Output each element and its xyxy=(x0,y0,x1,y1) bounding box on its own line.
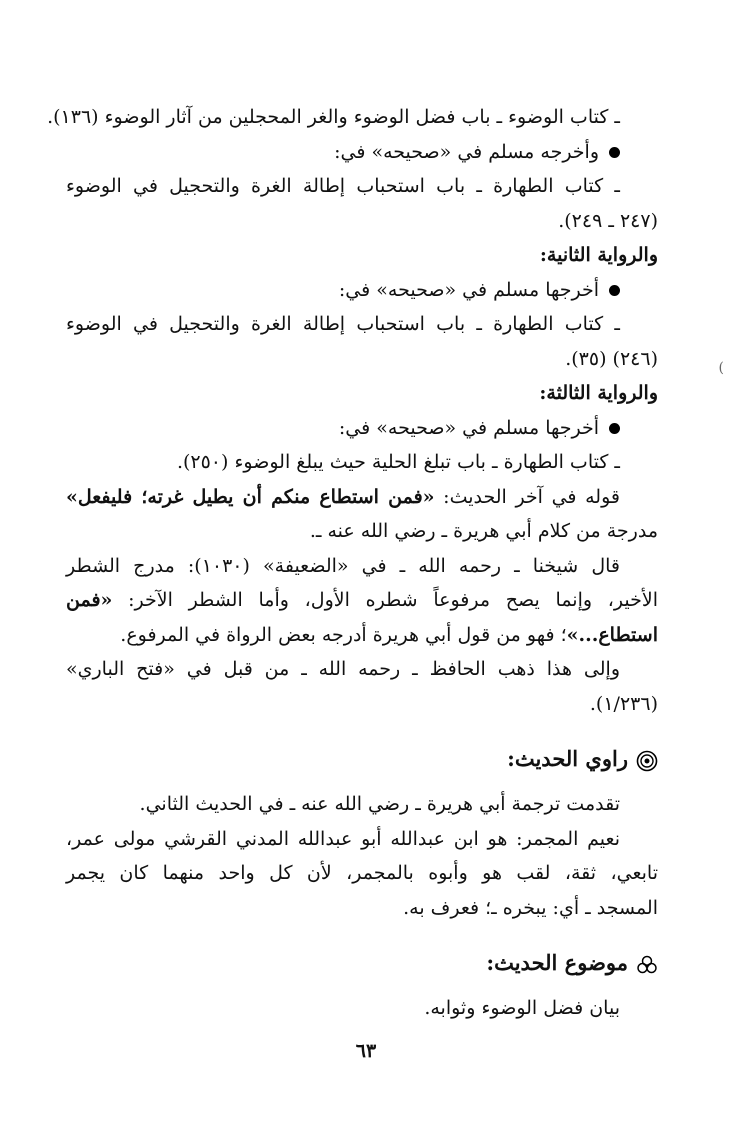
quoted-hadith: «فمن xyxy=(66,589,113,611)
text-line: ـ كتاب الوضوء ـ باب فضل الوضوء والغر المحجلين من آثار الوضوء (١٣٦). xyxy=(47,106,620,128)
trefoil-icon xyxy=(636,954,658,976)
topic-heading xyxy=(66,943,658,983)
heading-text: راوي الحديث: xyxy=(507,746,628,771)
text-line: تقدمت ترجمة أبي هريرة ـ رضي الله عنه ـ في الحديث الثاني. xyxy=(139,793,620,815)
text-line: بيان فضل الوضوء وثوابه. xyxy=(424,997,620,1019)
bullet-icon xyxy=(609,285,620,296)
text-line: تابعي، ثقة، لقب هو وأبوه بالمجمر، لأن كل واحد منهما كان يجمر xyxy=(66,862,658,884)
text-span: الأخير، وإنما يصح مرفوعاً شطره الأول، وأما الشطر الآخر: xyxy=(112,589,658,611)
bullet-icon xyxy=(609,147,620,158)
page-body xyxy=(47,100,658,1026)
text-span: أخرجها مسلم في «صحيحه» في: xyxy=(338,416,599,439)
text-line: (٢٤٧ ـ ٢٤٩). xyxy=(558,209,658,232)
heading-text: موضوع الحديث: xyxy=(486,950,628,975)
bullet-line xyxy=(66,411,658,446)
quoted-hadith: استطاع...» xyxy=(566,623,658,646)
text-line xyxy=(66,480,658,515)
text-line: (٢٤٦) (٣٥). xyxy=(565,347,658,370)
text-span: أخرجها مسلم في «صحيحه» في: xyxy=(338,278,599,301)
bullet-icon xyxy=(609,423,620,434)
bullet-line xyxy=(66,273,658,308)
page-number: ٦٣ xyxy=(355,1040,377,1062)
text-line: المسجد ـ أي: يبخره ـ؛ فعرف به. xyxy=(403,896,658,919)
text-line: قال شيخنا ـ رحمه الله ـ في «الضعيفة» (١٠٣٠): مدرج الشطر xyxy=(66,554,620,577)
text-line: وإلى هذا ذهب الحافظ ـ رحمه الله ـ من قبل في «فتح الباري» xyxy=(66,658,620,680)
text-span: ؛ فهو من قول أبي هريرة أدرجه بعض الرواة في المرفوع. xyxy=(120,623,567,646)
narrator-heading xyxy=(66,739,658,779)
text-line: نعيم المجمر: هو ابن عبدالله أبو عبدالله المدني القرشي مولى عمر، xyxy=(66,827,620,850)
text-line: مدرجة من كلام أبي هريرة ـ رضي الله عنه ـ. xyxy=(309,520,658,542)
text-line: ـ كتاب الطهارة ـ باب تبلغ الحلية حيث يبلغ الوضوء (٢٥٠). xyxy=(176,451,620,473)
text-span: قوله في آخر الحديث: xyxy=(434,485,620,508)
text-line: ـ كتاب الطهارة ـ باب استحباب إطالة الغرة والتحجيل في الوضوء xyxy=(66,313,620,335)
text-line xyxy=(66,618,658,653)
text-line xyxy=(66,583,658,618)
ornament-icon xyxy=(636,750,658,772)
section-label: والرواية الثانية: xyxy=(539,244,658,266)
quoted-hadith: «فمن استطاع منكم أن يطيل غرته؛ فليفعل» xyxy=(66,485,435,508)
text-line: ـ كتاب الطهارة ـ باب استحباب إطالة الغرة والتحجيل في الوضوء xyxy=(66,175,620,197)
section-label: والرواية الثالثة: xyxy=(539,382,658,404)
edge-mark: ( xyxy=(718,360,724,376)
bullet-line xyxy=(66,135,658,170)
text-span: وأخرجه مسلم في «صحيحه» في: xyxy=(334,140,599,163)
text-line: (١/٢٣٦). xyxy=(589,692,658,715)
